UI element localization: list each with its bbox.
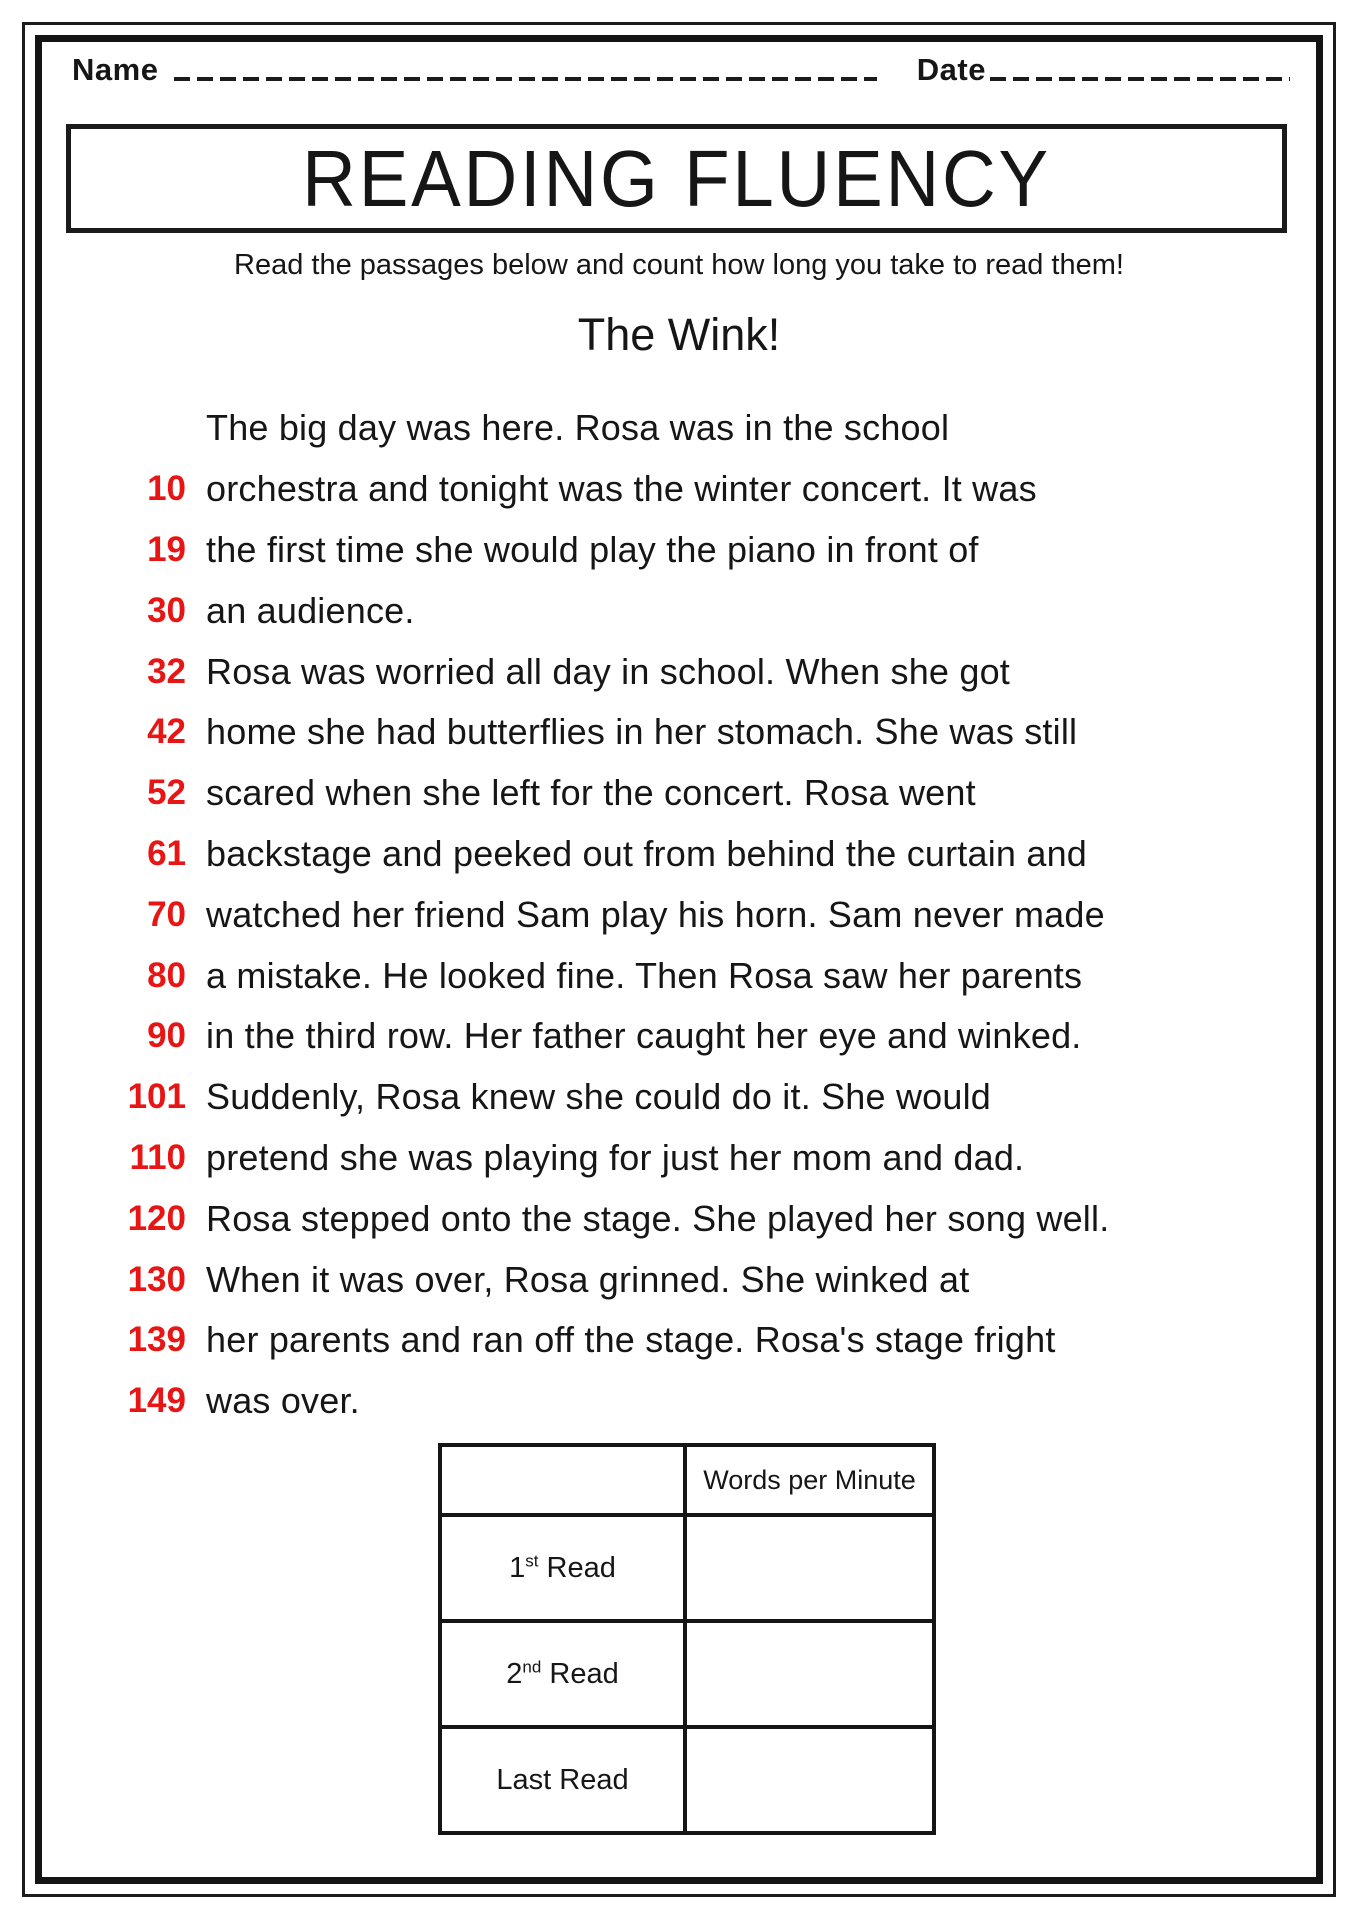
line-number: 130 bbox=[127, 1259, 186, 1299]
line-text: a mistake. He looked fine. Then Rosa saw her parents bbox=[206, 954, 1083, 996]
line-number: 70 bbox=[147, 894, 186, 934]
words-per-minute-table bbox=[438, 1443, 936, 1835]
line-number: 61 bbox=[147, 833, 186, 873]
passage-line bbox=[0, 1188, 1320, 1249]
passage-line bbox=[0, 1006, 1320, 1067]
line-text: in the third row. Her father caught her eye and winked. bbox=[206, 1015, 1082, 1057]
line-text: orchestra and tonight was the winter concert. It was bbox=[206, 468, 1037, 510]
line-number: 42 bbox=[147, 712, 186, 752]
line-number: 32 bbox=[147, 651, 186, 691]
table-row-last-read bbox=[440, 1727, 934, 1833]
last-read-label: Last Read bbox=[440, 1727, 685, 1833]
wpm-value-cell-last-read[interactable] bbox=[685, 1727, 934, 1833]
line-number: 80 bbox=[147, 955, 186, 995]
line-number: 149 bbox=[127, 1381, 186, 1421]
passage-line bbox=[0, 1067, 1320, 1128]
name-date-row bbox=[72, 52, 1290, 88]
ordinal-suffix: st bbox=[525, 1550, 539, 1570]
line-number: 120 bbox=[127, 1198, 186, 1238]
passage bbox=[0, 398, 1320, 1432]
line-text: Rosa was worried all day in school. When she got bbox=[206, 650, 1010, 692]
passage-line bbox=[0, 1310, 1320, 1371]
line-text: her parents and ran off the stage. Rosa's stage fright bbox=[206, 1319, 1056, 1361]
instruction-text: Read the passages below and count how long you take to read them! bbox=[234, 249, 1124, 281]
passage-line bbox=[0, 398, 1320, 459]
line-text: Suddenly, Rosa knew she could do it. She would bbox=[206, 1076, 992, 1118]
first-read-label: 1st Read bbox=[440, 1515, 685, 1621]
line-number: 19 bbox=[147, 529, 186, 569]
passage-line bbox=[0, 763, 1320, 824]
line-text: backstage and peeked out from behind the curtain and bbox=[206, 832, 1088, 874]
passage-line bbox=[0, 824, 1320, 885]
wpm-value-cell-second-read[interactable] bbox=[685, 1621, 934, 1727]
passage-line bbox=[0, 1249, 1320, 1310]
table-header-row bbox=[440, 1445, 934, 1515]
passage-line bbox=[0, 520, 1320, 581]
second-read-label: 2nd Read bbox=[440, 1621, 685, 1727]
line-number: 90 bbox=[147, 1016, 186, 1056]
line-number: 52 bbox=[147, 773, 186, 813]
line-text: was over. bbox=[206, 1380, 360, 1422]
passage-line bbox=[0, 884, 1320, 945]
line-text: the first time she would play the piano in front of bbox=[206, 528, 979, 570]
date-label: Date bbox=[916, 52, 986, 87]
passage-line bbox=[0, 641, 1320, 702]
line-text: home she had butterflies in her stomach. She was still bbox=[206, 711, 1078, 753]
line-number: 101 bbox=[127, 1077, 186, 1117]
passage-line bbox=[0, 580, 1320, 641]
ordinal-suffix: nd bbox=[522, 1656, 542, 1676]
passage-line bbox=[0, 1128, 1320, 1189]
name-label: Name bbox=[72, 52, 159, 87]
name-blank-line[interactable] bbox=[174, 77, 876, 81]
line-number: 30 bbox=[147, 590, 186, 630]
passage-line bbox=[0, 945, 1320, 1006]
line-text: The big day was here. Rosa was in the school bbox=[206, 407, 950, 449]
passage-line bbox=[0, 459, 1320, 520]
line-text: When it was over, Rosa grinned. She winked at bbox=[206, 1258, 970, 1300]
passage-line bbox=[0, 702, 1320, 763]
wpm-header-label: Words per Minute bbox=[685, 1445, 934, 1515]
line-text: scared when she left for the concert. Rosa went bbox=[206, 772, 976, 814]
passage-line bbox=[0, 1371, 1320, 1432]
passage-title: The Wink! bbox=[577, 309, 781, 360]
line-number: 110 bbox=[129, 1137, 186, 1177]
line-number: 10 bbox=[147, 469, 186, 509]
date-blank-line[interactable] bbox=[990, 77, 1290, 81]
page-title: READING FLUENCY bbox=[302, 133, 1051, 223]
wpm-value-cell-first-read[interactable] bbox=[685, 1515, 934, 1621]
title-banner bbox=[66, 124, 1287, 233]
line-text: an audience. bbox=[206, 589, 415, 631]
line-text: pretend she was playing for just her mom and dad. bbox=[206, 1136, 1025, 1178]
wpm-header-empty-cell bbox=[440, 1445, 685, 1515]
line-number: 139 bbox=[127, 1320, 186, 1360]
table-row-first-read bbox=[440, 1515, 934, 1621]
line-text: watched her friend Sam play his horn. Sam never made bbox=[206, 893, 1105, 935]
line-text: Rosa stepped onto the stage. She played her song well. bbox=[206, 1197, 1110, 1239]
table-row-second-read bbox=[440, 1621, 934, 1727]
